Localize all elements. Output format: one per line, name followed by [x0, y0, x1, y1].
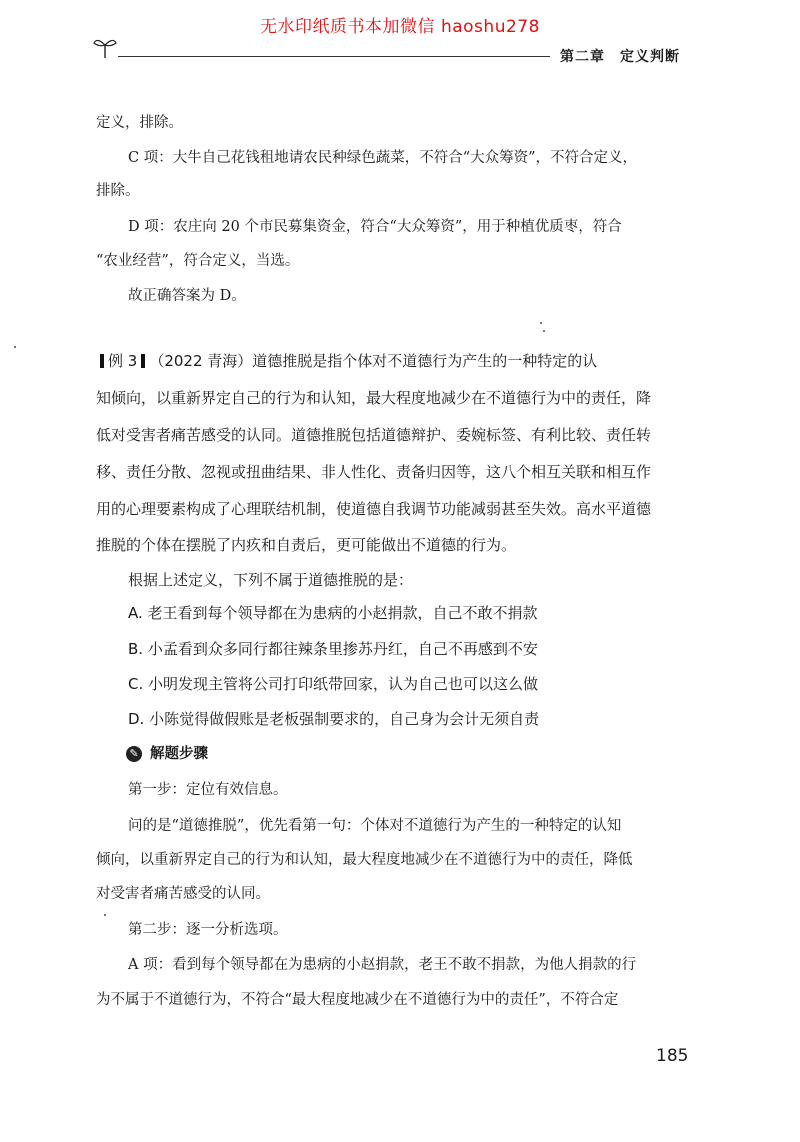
- text-line: 排除。: [96, 183, 140, 199]
- example-text-line: 移、责任分散、忽视或扭曲结果、非人性化、责备归因等，这八个相互关联和相互作: [96, 463, 652, 481]
- pencil-icon: ✎: [126, 746, 142, 762]
- example-heading-line: [96, 352, 597, 370]
- example-label: 例 3: [108, 352, 138, 370]
- scan-speck: [540, 322, 542, 324]
- marker-bar-icon: [100, 354, 104, 368]
- watermark-text: 无水印纸质书本加微信 haoshu278: [260, 17, 540, 37]
- text-line: 问的是“道德推脱”，优先看第一句：个体对不道德行为产生的一种特定的认知: [128, 818, 622, 834]
- text-line: 对受害者痛苦感受的认同。: [96, 886, 270, 902]
- solution-title: 解题步骤: [150, 746, 208, 762]
- scan-speck: [104, 914, 106, 916]
- scan-speck: [543, 330, 545, 332]
- marker-bar-icon: [141, 354, 145, 368]
- chapter-header: 第二章 定义判断: [560, 49, 680, 65]
- step-two-title: 第二步：逐一分析选项。: [128, 922, 288, 938]
- option-d: D. 小陈觉得做假账是老板强制要求的，自己身为会计无须自责: [128, 710, 540, 728]
- page-number: 185: [656, 1046, 689, 1066]
- option-a: A. 老王看到每个领导都在为患病的小赵捐款，自己不敢不捐款: [128, 604, 538, 622]
- scan-speck: [14, 346, 16, 348]
- option-c: C. 小明发现主管将公司打印纸带回家，认为自己也可以这么做: [128, 675, 539, 693]
- text-line: C 项：大牛自己花钱租地请农民种绿色蔬菜，不符合“大众筹资”，不符合定义，: [128, 150, 638, 166]
- text-line: “农业经营”，符合定义，当选。: [96, 253, 300, 269]
- sprout-icon: [92, 34, 118, 60]
- header-rule: [118, 56, 550, 57]
- example-text-line: 知倾向，以重新界定自己的行为和认知，最大程度地减少在不道德行为中的责任，降: [96, 389, 652, 407]
- text-line: 定义，排除。: [96, 115, 183, 131]
- text-line: 倾向，以重新界定自己的行为和认知，最大程度地减少在不道德行为中的责任，降低: [96, 852, 633, 868]
- option-b: B. 小孟看到众多同行都往辣条里掺苏丹红，自己不再感到不安: [128, 640, 538, 658]
- text-line: D 项：农庄向 20 个市民募集资金，符合“大众筹资”，用于种植优质枣，符合: [128, 219, 622, 235]
- text-line: A 项：看到每个领导都在为患病的小赵捐款，老王不敢不捐款，为他人捐款的行: [128, 957, 637, 973]
- step-one-title: 第一步：定位有效信息。: [128, 782, 288, 798]
- text-line: 为不属于不道德行为，不符合“最大程度地减少在不道德行为中的责任”，不符合定: [96, 992, 619, 1008]
- example-text-line: 推脱的个体在摆脱了内疚和自责后，更可能做出不道德的行为。: [96, 536, 517, 554]
- example-text-line: 低对受害者痛苦感受的认同。道德推脱包括道德辩护、委婉标签、有利比较、责任转: [96, 426, 652, 444]
- example-text-first: （2022 青海）道德推脱是指个体对不道德行为产生的一种特定的认: [149, 352, 598, 370]
- text-line: 故正确答案为 D。: [128, 288, 246, 304]
- question-stem: 根据上述定义，下列不属于道德推脱的是：: [128, 571, 414, 589]
- example-text-line: 用的心理要素构成了心理联结机制，使道德自我调节功能减弱甚至失效。高水平道德: [96, 500, 652, 518]
